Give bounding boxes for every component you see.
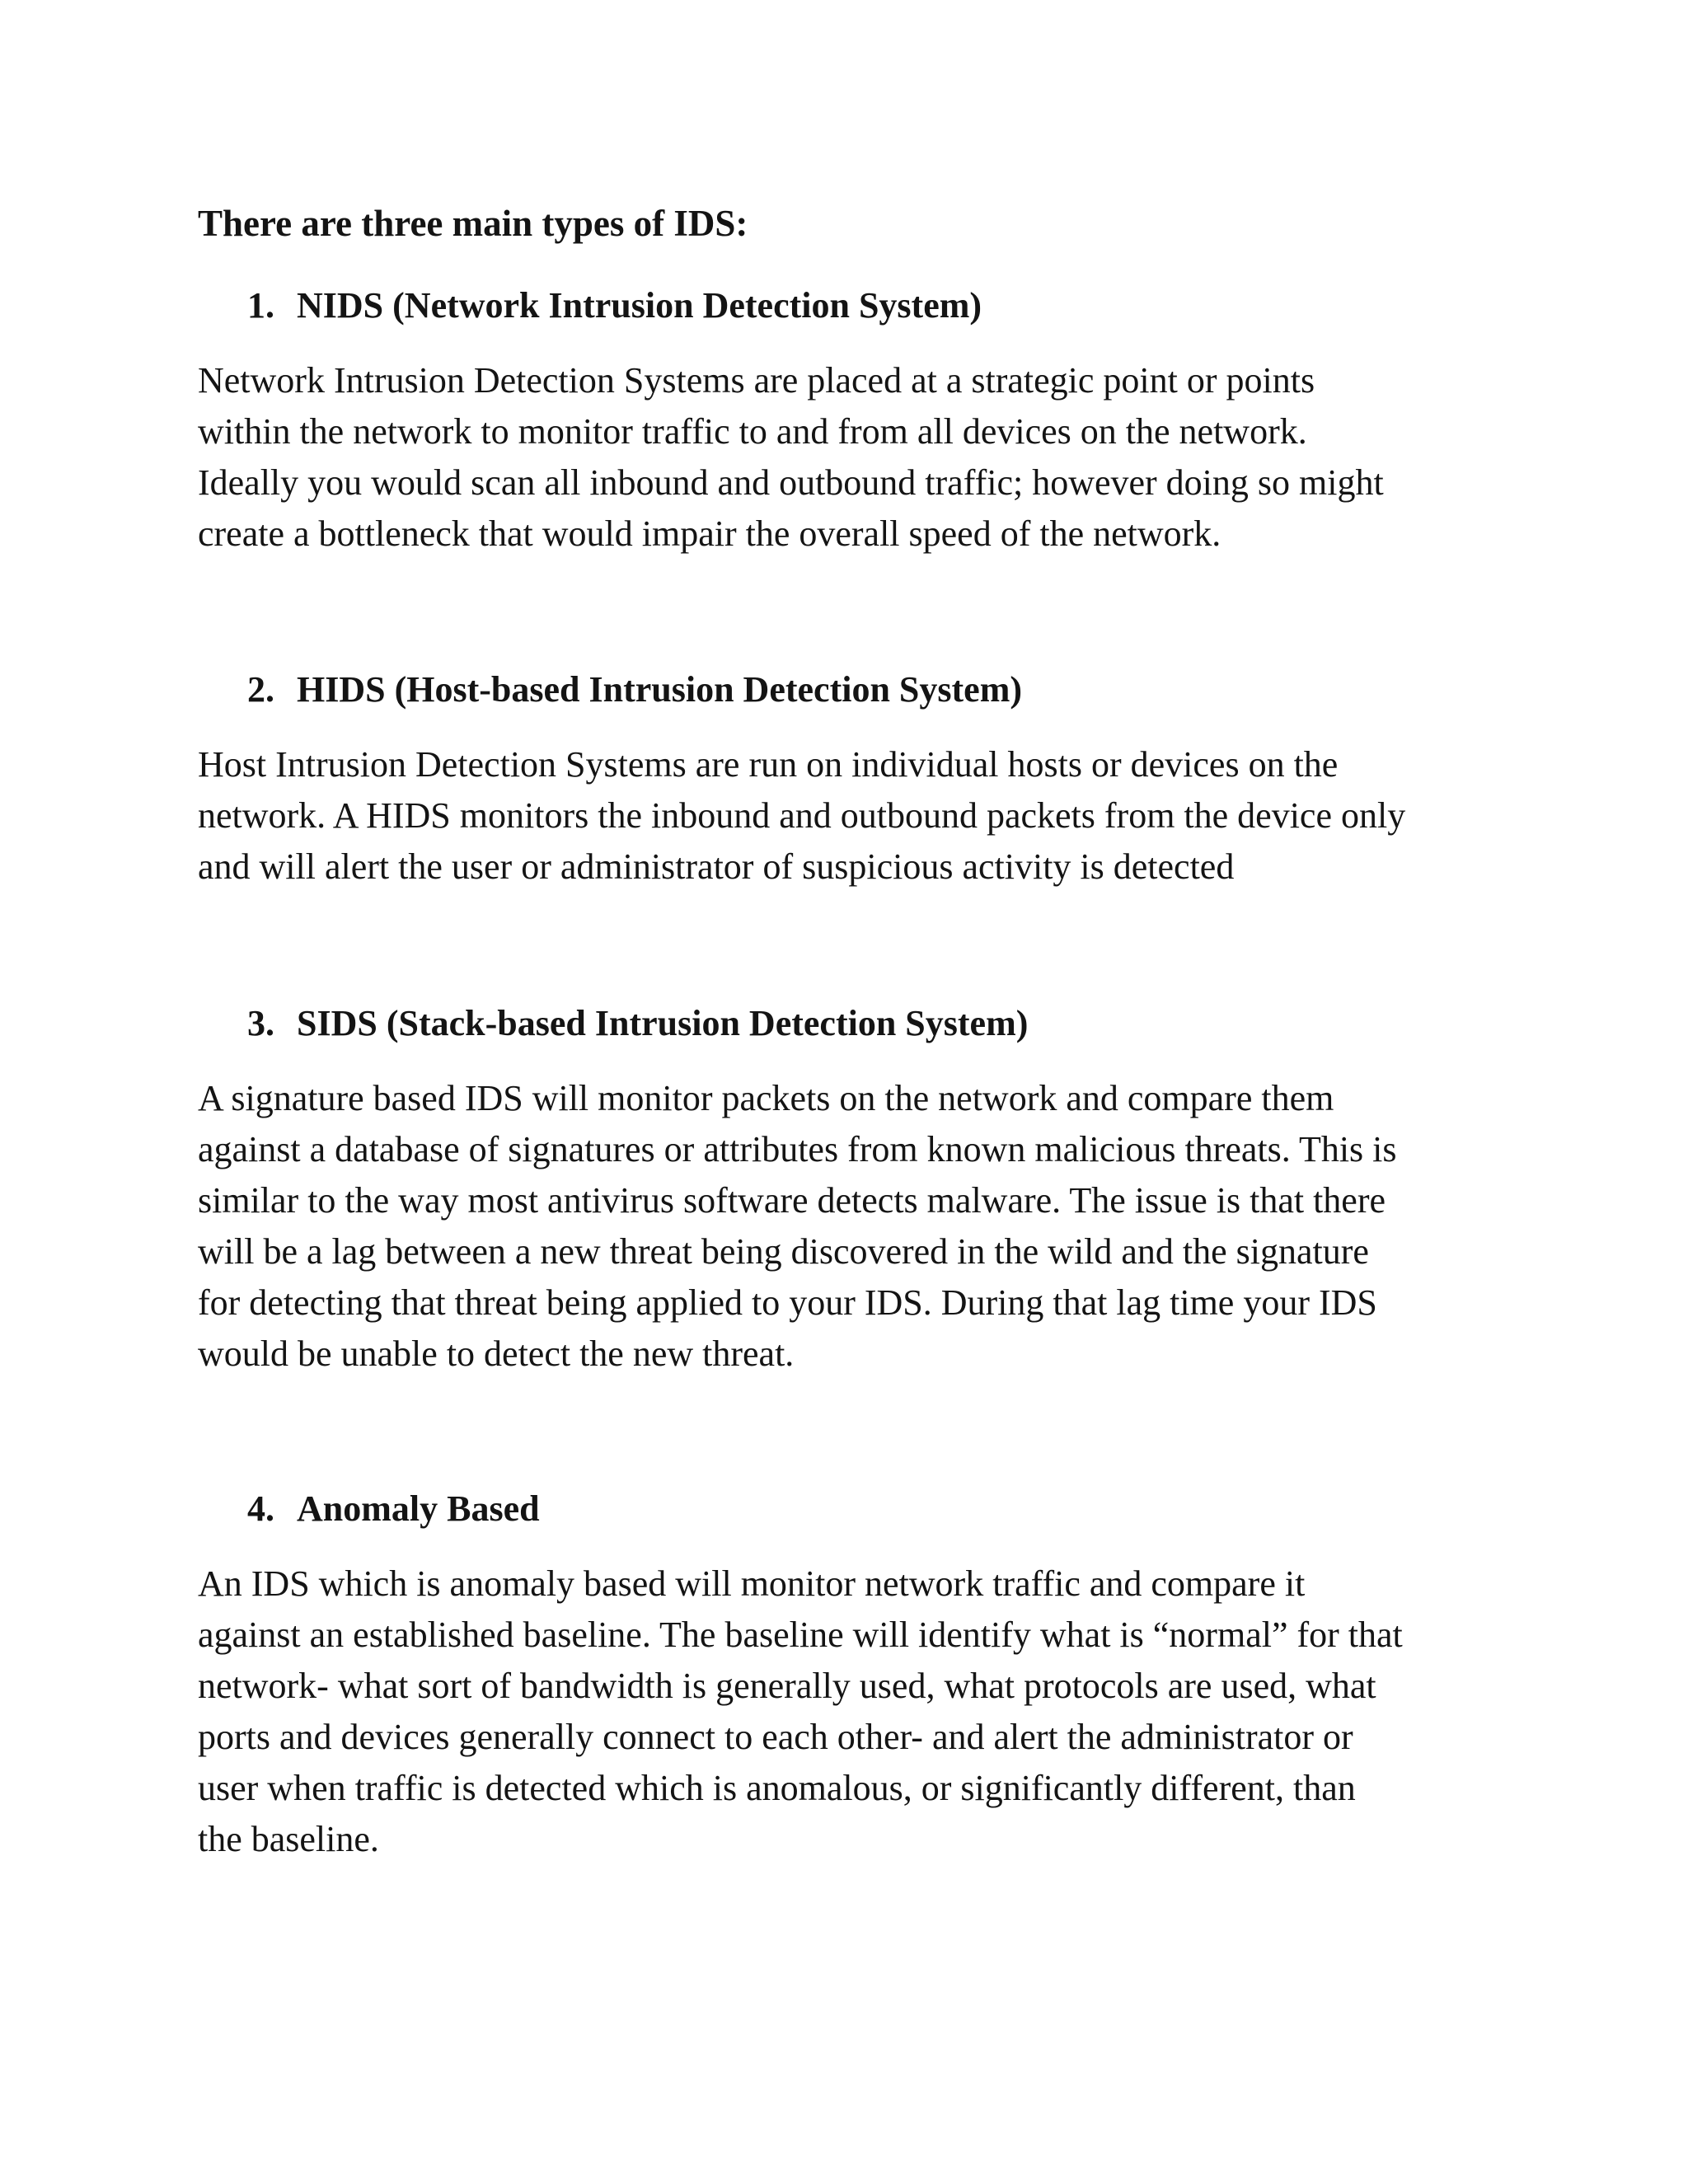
section-heading-nids xyxy=(247,280,982,331)
body-line: against an established baseline. The baseline will identify what is “normal” for that xyxy=(198,1615,1403,1655)
section-number: 4. xyxy=(247,1488,274,1529)
body-line: A signature based IDS will monitor packets on the network and compare them xyxy=(198,1078,1334,1118)
intro-heading: There are three main types of IDS: xyxy=(198,203,748,244)
body-line: the baseline. xyxy=(198,1819,379,1859)
section-heading-anomaly xyxy=(247,1483,540,1535)
body-line: within the network to monitor traffic to and from all devices on the network. xyxy=(198,411,1307,452)
body-line: for detecting that threat being applied to your IDS. During that lag time your IDS xyxy=(198,1282,1377,1323)
section-body-hids xyxy=(198,739,1550,893)
body-line: against a database of signatures or attributes from known malicious threats. This is xyxy=(198,1129,1397,1169)
body-line: ports and devices generally connect to each other- and alert the administrator or xyxy=(198,1717,1353,1757)
body-line: similar to the way most antivirus software detects malware. The issue is that there xyxy=(198,1180,1386,1221)
body-line: network- what sort of bandwidth is generally used, what protocols are used, what xyxy=(198,1666,1376,1706)
section-body-anomaly xyxy=(198,1558,1550,1865)
section-heading-hids xyxy=(247,664,1022,715)
section-title: HIDS (Host-based Intrusion Detection System) xyxy=(297,669,1022,710)
body-line: would be unable to detect the new threat. xyxy=(198,1333,795,1374)
body-line: network. A HIDS monitors the inbound and outbound packets from the device only xyxy=(198,795,1406,836)
body-line: and will alert the user or administrator of suspicious activity is detected xyxy=(198,846,1235,887)
body-line: user when traffic is detected which is anomalous, or significantly different, than xyxy=(198,1768,1356,1808)
body-line: will be a lag between a new threat being discovered in the wild and the signature xyxy=(198,1231,1369,1272)
section-title: SIDS (Stack-based Intrusion Detection System) xyxy=(297,1003,1029,1043)
body-line: An IDS which is anomaly based will monitor network traffic and compare it xyxy=(198,1563,1306,1604)
body-line: Ideally you would scan all inbound and outbound traffic; however doing so might xyxy=(198,462,1384,503)
section-number: 2. xyxy=(247,669,274,710)
section-body-sids xyxy=(198,1073,1550,1380)
section-title: Anomaly Based xyxy=(297,1488,540,1529)
section-number: 1. xyxy=(247,285,274,326)
section-heading-sids xyxy=(247,998,1028,1049)
section-body-nids xyxy=(198,355,1550,560)
body-line: Host Intrusion Detection Systems are run on individual hosts or devices on the xyxy=(198,744,1339,785)
body-line: create a bottleneck that would impair the overall speed of the network. xyxy=(198,513,1221,554)
section-number: 3. xyxy=(247,1003,274,1043)
body-line: Network Intrusion Detection Systems are placed at a strategic point or points xyxy=(198,360,1315,401)
section-title: NIDS (Network Intrusion Detection System) xyxy=(297,285,982,326)
